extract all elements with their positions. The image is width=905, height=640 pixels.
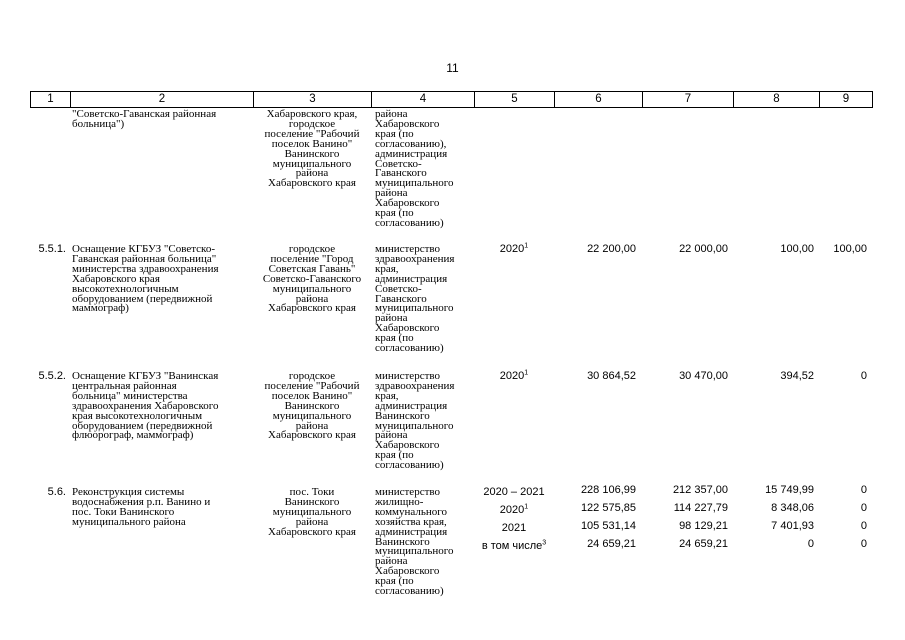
cont-executor-cell: района Хабаровского края (по согласованию), администрация Советско- Гаванского муниципального района Хабаровского края (по согласованию) xyxy=(375,108,454,229)
local-amount-cell: 0 xyxy=(860,484,867,496)
executor-cell: министерство жилищно- коммунального хозяйства края, администрация Ванинского муниципального района Хабаровского края (по согласованию) xyxy=(375,486,454,598)
header-col-7: 7 xyxy=(643,92,734,107)
footnote-mark: 1 xyxy=(524,503,529,511)
year-value: 2020 – 2021 xyxy=(483,486,545,498)
regional-amount-cell: 394,52 xyxy=(780,370,814,382)
header-col-4: 4 xyxy=(372,92,475,107)
local-amount-cell: 100,00 xyxy=(833,243,867,255)
table-header xyxy=(30,91,873,108)
year-value: 2021 xyxy=(501,522,527,534)
year-value: в том числе xyxy=(481,540,543,552)
year-cell xyxy=(474,485,554,499)
page-number: 11 xyxy=(446,61,459,75)
regional-amount-cell: 100,00 xyxy=(780,243,814,255)
row-number: 5.5.1. xyxy=(38,243,66,255)
federal-amount-cell: 22 000,00 xyxy=(679,243,728,255)
regional-amount-cell: 0 xyxy=(807,538,814,550)
header-col-5: 5 xyxy=(475,92,555,107)
measure-name-cell: Реконструкция системы водоснабжения р.п. Ванино и пос. Токи Ванинского муниципального района xyxy=(72,486,211,528)
territory-cell: пос. Токи Ванинского муниципального района Хабаровского края xyxy=(268,486,356,538)
federal-amount-cell: 24 659,21 xyxy=(679,538,728,550)
federal-amount-cell: 98 129,21 xyxy=(679,520,728,532)
year-cell xyxy=(474,369,554,383)
local-amount-cell: 0 xyxy=(860,538,867,550)
header-col-3: 3 xyxy=(254,92,372,107)
total-amount-cell: 122 575,85 xyxy=(580,502,636,514)
total-amount-cell: 105 531,14 xyxy=(580,520,636,532)
local-amount-cell: 0 xyxy=(860,370,867,382)
cont-name-cell: "Советско-Гаванская районная больница") xyxy=(72,108,217,130)
territory-cell: городское поселение "Город Советская Гавань" Советско-Гаванского муниципального района Хабаровского края xyxy=(262,243,362,315)
executor-cell: министерство здравоохранения края, администрация Ванинского муниципального района Хабаровского края (по согласованию) xyxy=(375,370,455,472)
header-col-1: 1 xyxy=(31,92,71,107)
year-cell xyxy=(474,503,554,517)
row-number: 5.5.2. xyxy=(38,370,66,382)
federal-amount-cell: 30 470,00 xyxy=(679,370,728,382)
header-col-6: 6 xyxy=(555,92,643,107)
cont-territory-cell: Хабаровского края, городское поселение "Рабочий поселок Ванино" Ванинского муниципального района Хабаровского края xyxy=(264,108,360,190)
header-col-8: 8 xyxy=(734,92,820,107)
executor-cell: министерство здравоохранения края, администрация Советско- Гаванского муниципального района Хабаровского края (по согласованию) xyxy=(375,243,455,355)
federal-amount-cell: 114 227,79 xyxy=(673,502,728,514)
header-col-9: 9 xyxy=(842,93,850,105)
row-number: 5.6. xyxy=(47,486,66,498)
total-amount-cell: 30 864,52 xyxy=(587,370,636,382)
footnote-mark: 3 xyxy=(542,539,547,547)
year-value: 2020 xyxy=(499,243,525,255)
measure-name-cell: Оснащение КГБУЗ "Ванинская центральная районная больница" министерства здравоохранения Хабаровского края высокотехнологичным оборудованием (передвижной флюорограф, маммограф) xyxy=(72,370,219,442)
territory-cell: городское поселение "Рабочий поселок Ванино" Ванинского муниципального района Хабаровского края xyxy=(264,370,360,442)
measure-name-cell: Оснащение КГБУЗ "Советско- Гаванская районная больница" министерства здравоохранения Хабаровского края высокотехнологичным оборудованием (передвижной маммограф) xyxy=(72,243,219,315)
year-value: 2020 xyxy=(499,370,525,382)
header-col-2: 2 xyxy=(71,92,254,107)
regional-amount-cell: 7 401,93 xyxy=(771,520,814,532)
year-cell xyxy=(474,242,554,256)
total-amount-cell: 24 659,21 xyxy=(587,538,636,550)
federal-amount-cell: 212 357,00 xyxy=(672,484,728,496)
footnote-mark: 1 xyxy=(524,242,529,250)
footnote-mark: 1 xyxy=(524,369,529,377)
year-cell xyxy=(474,539,554,553)
local-amount-cell: 0 xyxy=(860,520,867,532)
total-amount-cell: 228 106,99 xyxy=(580,484,636,496)
regional-amount-cell: 8 348,06 xyxy=(771,502,814,514)
regional-amount-cell: 15 749,99 xyxy=(765,484,814,496)
year-value: 2020 xyxy=(499,504,525,516)
year-cell xyxy=(474,521,554,535)
local-amount-cell: 0 xyxy=(860,502,867,514)
total-amount-cell: 22 200,00 xyxy=(587,243,636,255)
